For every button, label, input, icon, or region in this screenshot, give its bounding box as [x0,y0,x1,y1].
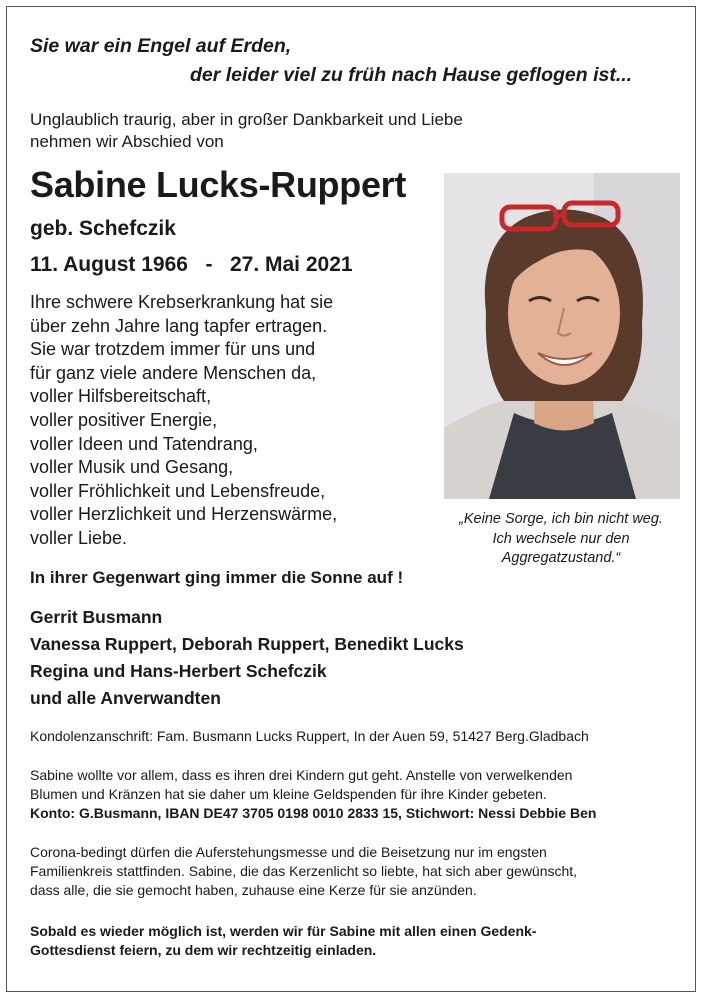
life-dates: 11. August 1966 - 27. Mai 2021 [30,253,353,276]
donation-line: Blumen und Kränzen hat sie daher um kleine Geldspenden für ihre Kinder gebeten. [30,786,547,802]
bio-line: voller Liebe. [30,527,128,548]
motto-line-2: der leider viel zu früh nach Hause geflogen ist... [190,64,633,86]
family-member: und alle Anverwandten [30,688,221,708]
donation-line: Sabine wollte vor allem, dass es ihren drei Kindern gut geht. Anstelle von verwelkenden [30,767,573,783]
intro-text [30,109,463,153]
corona-note [30,843,577,900]
portrait-photo [444,173,680,499]
sun-line: In ihrer Gegenwart ging immer die Sonne auf ! [30,568,404,587]
family-member: Vanessa Ruppert, Deborah Ruppert, Benedikt Lucks [30,634,464,654]
corona-line: Familienkreis stattfinden. Sabine, die das Kerzenlicht so liebte, hat sich aber gewünscht, [30,863,578,879]
family-member: Gerrit Busmann [30,607,163,627]
memorial-line: Gottesdienst feiern, zu dem wir rechtzeitig einladen. [30,942,377,958]
corona-line: dass alle, die sie gemocht haben, zuhause eine Kerze für sie anzünden. [30,882,477,898]
motto-line-1: Sie war ein Engel auf Erden, [30,35,292,57]
bio-line: voller positiver Energie, [30,409,218,430]
bio-line: voller Fröhlichkeit und Lebensfreude, [30,480,326,501]
caption-line: Ich wechsele nur den [492,530,630,547]
bio-line: voller Musik und Gesang, [30,457,234,478]
corona-line: Corona-bedingt dürfen die Auferstehungsmesse und die Beisetzung nur im engsten [30,844,547,860]
bio-line: voller Hilfsbereitschaft, [30,386,212,407]
memorial-note [30,922,536,960]
deceased-name: Sabine Lucks-Ruppert [30,164,407,205]
bio-line: über zehn Jahre lang tapfer ertragen. [30,315,328,336]
photo-caption [440,510,682,569]
caption-line: Aggregatzustand.“ [501,550,621,566]
condolence-address: Kondolenzanschrift: Fam. Busmann Lucks Ruppert, In der Auen 59, 51427 Berg.Gladbach [30,728,589,744]
family-member: Regina und Hans-Herbert Schefczik [30,661,327,681]
bio-line: für ganz viele andere Menschen da, [30,362,317,383]
bio-line: voller Ideen und Tatendrang, [30,433,258,454]
caption-line: „Keine Sorge, ich bin nicht weg. [459,511,663,527]
family-list [30,604,464,712]
bio-line: Ihre schwere Krebserkrankung hat sie [30,292,334,312]
intro-line: Unglaublich traurig, aber in großer Dankbarkeit und Liebe [30,110,463,129]
bio-line: Sie war trotzdem immer für uns und [30,339,316,360]
intro-line: nehmen wir Abschied von [30,132,224,151]
memorial-line: Sobald es wieder möglich ist, werden wir für Sabine mit allen einen Gedenk- [30,923,537,939]
biography [30,291,337,551]
donation-account: Konto: G.Busmann, IBAN DE47 3705 0198 0010 2833 15, Stichwort: Nessi Debbie Ben [30,805,597,821]
birth-name: geb. Schefczik [30,217,176,240]
bio-line: voller Herzlichkeit und Herzenswärme, [30,504,338,525]
donation-note [30,766,596,823]
